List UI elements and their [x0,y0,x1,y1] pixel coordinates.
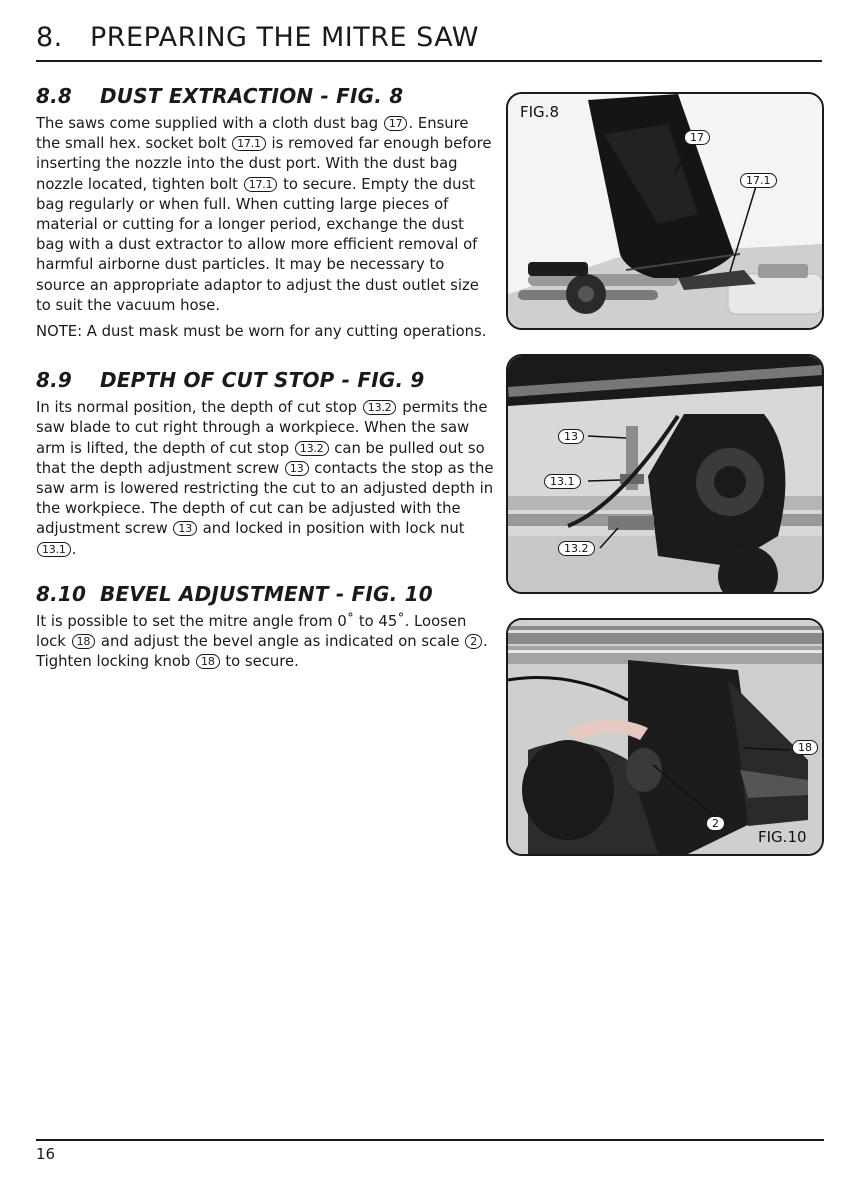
paragraph-text: . Tighten locking knob [36,633,488,671]
paragraph-text: contacts the stop as the saw arm is lowered restricting the cut to an adjusted depth in the workpiece. The depth of cut can be adjusted with the adjustment screw [36,459,494,538]
page-number: 16 [36,1145,56,1163]
figure-10 [506,618,824,856]
section-title: BEVEL ADJUSTMENT - FIG. 10 [100,581,433,606]
paragraph-text: In its normal position, the depth of cut stop [36,399,358,417]
paragraph-text: and adjust the bevel angle as indicated on scale [100,633,460,651]
section-paragraph [36,398,494,560]
paragraph-text: can be pulled out so that the depth adjustment screw [36,439,485,477]
section-number: 8.9 [36,368,73,393]
callout-label: 13.1 [544,474,581,489]
section-title: DEPTH OF CUT STOP - FIG. 9 [100,368,425,393]
section-heading [36,582,494,606]
section-title: DUST EXTRACTION - FIG. 8 [100,84,404,108]
callout-label: 2 [706,816,725,831]
paragraph-text: . [71,540,77,558]
paragraph-text: It is possible to set the mitre angle from 0˚ to 45˚. Loosen lock [36,612,467,651]
section-paragraph [36,114,494,316]
chapter-title: PREPARING THE MITRE SAW [90,22,479,53]
section-bevel-adjustment [36,582,494,673]
callout-label: 17 [684,130,710,145]
paragraph-text: . Ensure the small hex. socket bolt [36,115,469,153]
header-rule [36,60,822,62]
section-heading [36,368,494,392]
paragraph-text: The saws come supplied with a cloth dust bag [36,115,379,132]
paragraph-text: and locked in position with lock nut [202,520,465,538]
note-paragraph: NOTE: A dust mask must be worn for any cutting operations. [36,323,487,341]
figure-label: FIG.8 [520,103,559,121]
figure-9 [506,354,824,594]
part-ref: 17.1 [244,177,278,192]
callout-label: 13 [558,429,584,444]
text-column [36,84,494,672]
figure-8 [506,92,824,330]
part-ref: 18 [196,654,220,669]
paragraph-text: to secure. Empty the dust bag regularly or when full. When cutting large pieces of material or cutting for a longer period, exchange the dust bag with a dust extractor to allow more efficient removal of harmful airborne dust particles. It may be necessary to source an appropriate adaptor to adjust the dust outlet size to suit the vacuum hose. [36,175,479,314]
paragraph-text: to secure. [225,653,299,671]
section-depth-of-cut [36,368,494,560]
footer-rule [36,1139,824,1141]
part-ref: 13.2 [295,441,329,456]
part-ref: 17.1 [232,136,266,151]
part-ref: 13 [173,521,197,536]
part-ref: 18 [72,634,96,649]
section-number: 8.8 [36,84,73,108]
chapter-number: 8. [36,22,63,53]
section-paragraph [36,612,494,673]
callout-label: 18 [792,740,818,755]
figure-label: FIG.9 [518,366,557,384]
callout-label: 13.2 [558,541,595,556]
section-heading [36,84,494,108]
callout-label: 17.1 [740,173,777,188]
section-number: 8.10 [36,581,87,606]
paragraph-text: is removed far enough before inserting the nozzle into the dust port. With the dust bag nozzle located, tighten bolt [36,135,492,193]
paragraph-text: permits the saw blade to cut right through a workpiece. When the saw arm is lifted, the depth of cut stop [36,399,488,457]
part-ref: 13.2 [363,400,397,415]
part-ref: 13.1 [37,542,71,557]
section-dust-extraction [36,84,494,342]
part-ref: 13 [285,461,309,476]
page-title [36,22,822,53]
fig8-photo [508,94,822,328]
fig10-photo [508,620,822,854]
figure-label: FIG.10 [758,828,807,846]
part-ref: 17 [384,116,408,131]
part-ref: 2 [465,634,482,649]
